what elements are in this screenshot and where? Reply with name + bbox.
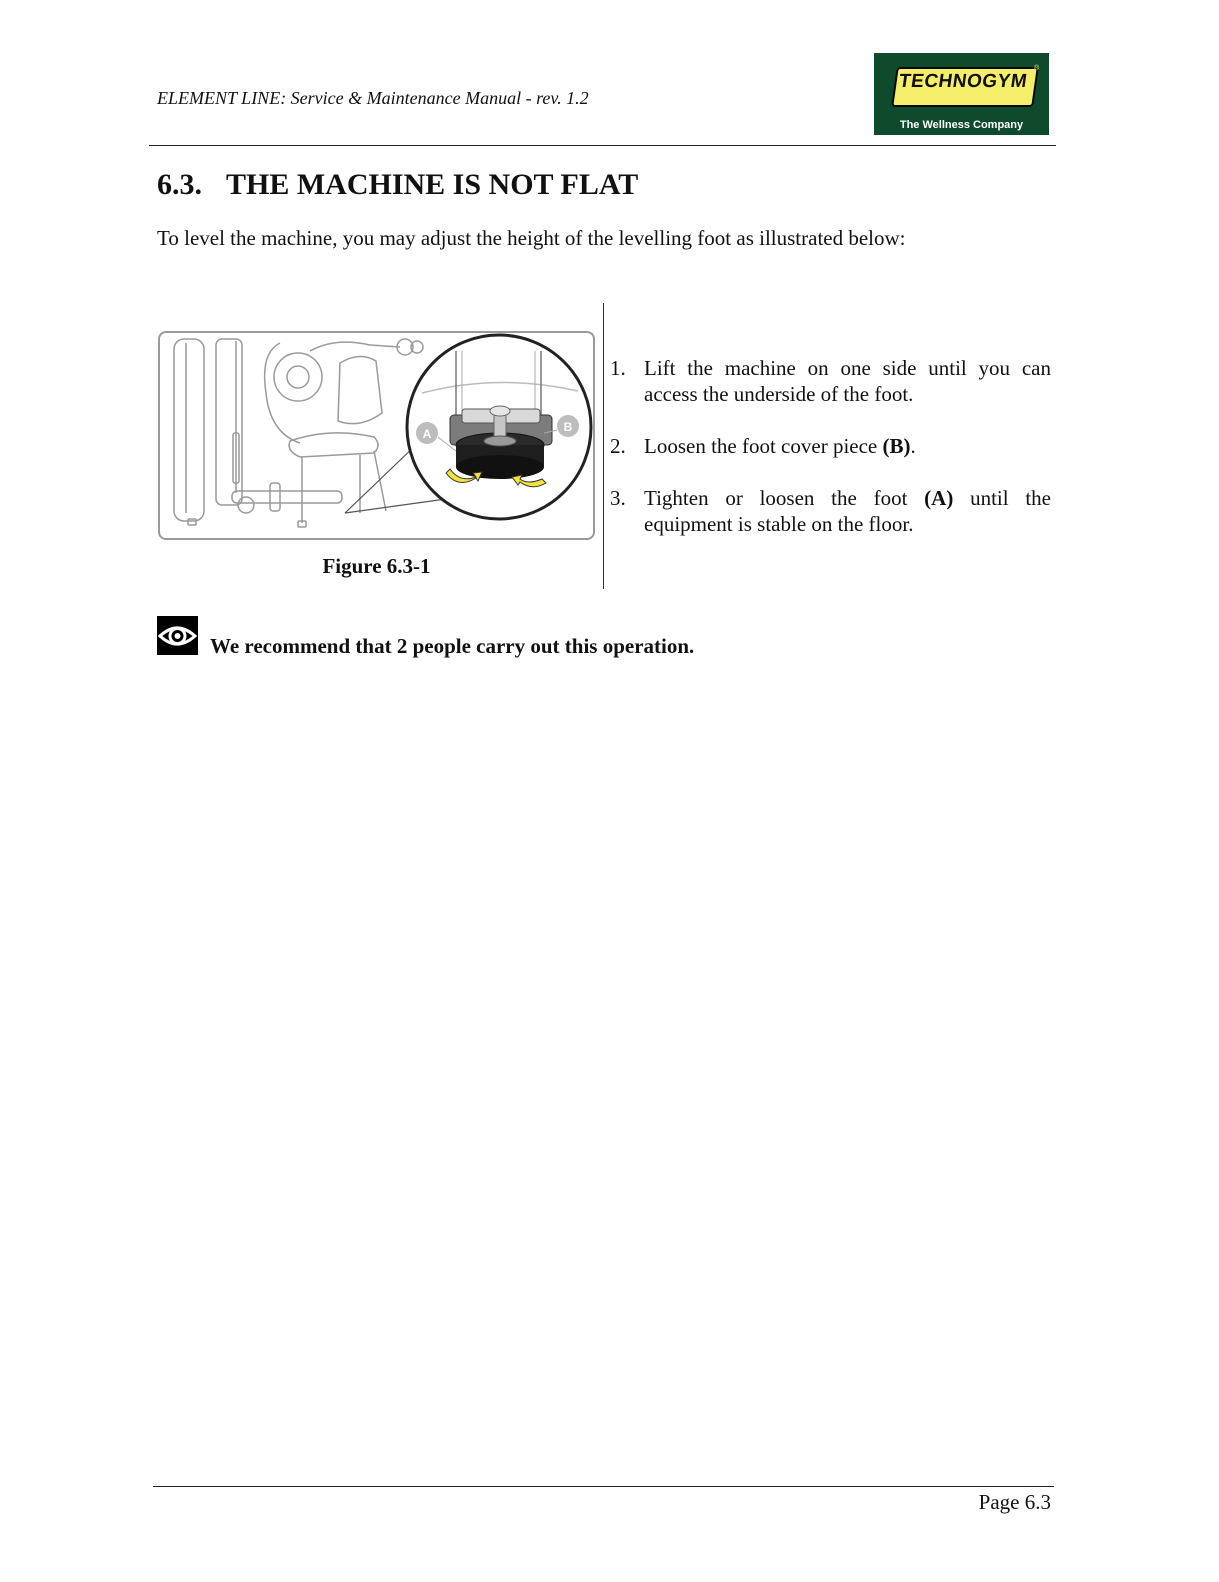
callout-a-label: A xyxy=(422,427,432,441)
step-emphasis: (B) xyxy=(882,434,911,458)
header-divider xyxy=(149,145,1056,146)
step-text: Tighten or loosen the foot xyxy=(644,486,925,510)
levelling-foot-illustration xyxy=(160,333,593,538)
page-number: Page 6.3 xyxy=(978,1490,1051,1514)
magnified-foot-detail xyxy=(407,335,591,519)
note-text: We recommend that 2 people carry out this operation. xyxy=(210,634,695,658)
eye-icon xyxy=(157,616,198,655)
intro-paragraph: To level the machine, you may adjust the height of the levelling foot as illustrated below: xyxy=(157,226,906,250)
callout-b-label: B xyxy=(563,420,573,434)
step-1 xyxy=(610,355,1051,407)
logo-tagline: The Wellness Company xyxy=(899,119,1024,131)
step-number: 1. xyxy=(610,356,626,380)
step-text: Loosen the foot cover piece xyxy=(644,434,883,458)
figure-illustration xyxy=(158,331,595,540)
technogym-logo xyxy=(874,53,1049,135)
step-text: Lift the machine on one side until you can access the underside of the foot. xyxy=(644,356,1051,406)
step-emphasis: (A) xyxy=(924,486,954,510)
figure-caption: Figure 6.3-1 xyxy=(322,554,431,578)
section-heading xyxy=(157,168,638,202)
machine-drawing xyxy=(174,339,423,527)
logo-registered-mark: ® xyxy=(1034,65,1040,72)
instruction-steps xyxy=(610,355,1051,563)
step-text-end: . xyxy=(910,434,916,458)
footer-divider xyxy=(153,1486,1054,1487)
section-number: 6.3. xyxy=(157,168,202,201)
section-title: THE MACHINE IS NOT FLAT xyxy=(226,168,639,201)
step-text-end: until the equipment is stable on the floor. xyxy=(644,486,1051,536)
column-divider xyxy=(603,303,604,589)
note-callout xyxy=(157,616,1057,660)
step-number: 2. xyxy=(610,434,626,458)
step-3 xyxy=(610,485,1051,537)
logo-wordmark: TECHNOGYM xyxy=(897,71,1029,92)
manual-title: ELEMENT LINE: Service & Maintenance Manual - rev. 1.2 xyxy=(157,88,589,108)
step-number: 3. xyxy=(610,486,626,510)
step-2 xyxy=(610,433,1051,459)
